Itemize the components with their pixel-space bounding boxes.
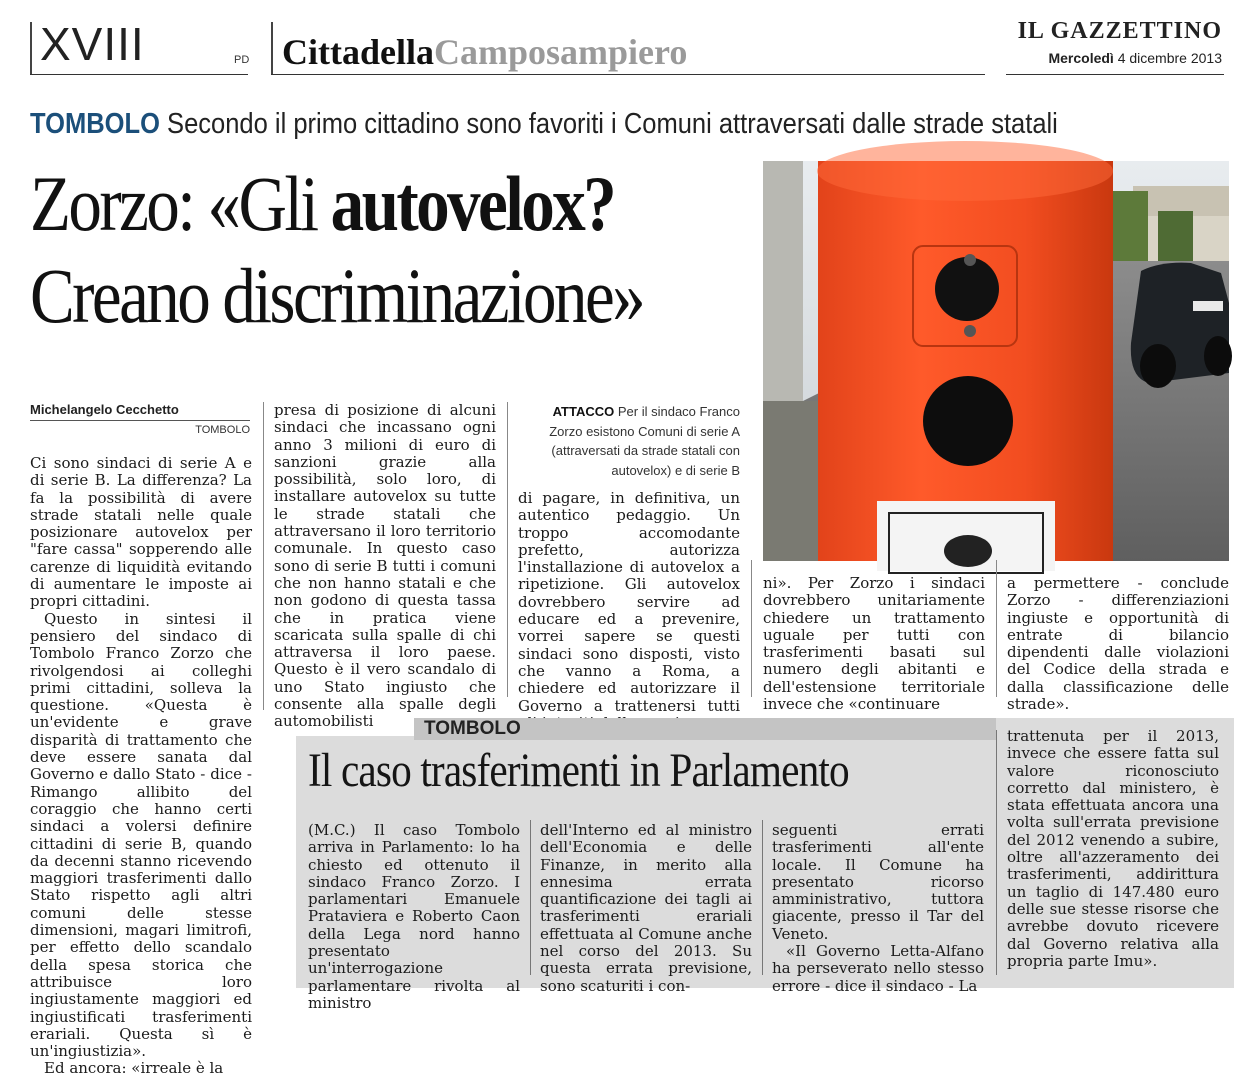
box-column-3 [772,821,984,995]
box-paragraph: «Il Governo Letta-Alfano ha perseverato nello stesso errore - dice il sindaco - La [772,942,984,995]
headline-emphasis: autovelox? [330,160,615,247]
kicker [30,106,1086,142]
issue-date-text: 4 dicembre 2013 [1117,50,1222,66]
newspaper-name: IL GAZZETTINO [1017,18,1222,44]
article-column-5 [1007,574,1229,714]
headline [30,158,658,342]
box-paragraph: seguenti errati trasferimenti all'ente locale. Il Comune ha presentato ricorso amministrativo, tuttora giacente, presso il Tar del Veneto. [772,821,984,943]
headline-line-2: Creano discriminazione» [30,252,644,339]
article-column-2 [274,401,496,731]
article-paragraph: a permettere - conclude Zorzo - differenziazioni ingiuste e opportunità di entrate di bilancio dipendenti dalle violazioni del Codice della strada e dalla classificazione delle strade». [1007,574,1229,714]
article-paragraph: presa di posizione di alcuni sindaci che incassano ogni anno 3 milioni di euro di sanzioni grazie alla possibilità, solo loro, di installare autovelox su tutte le strade statali che attraversano il loro territorio comunale. In questo caso sono di serie B tutti i comuni che non hanno statali e che non godono di questa tassa che in pratica viene scaricata sulla spalle di chi attraversa il loro paese. Questo è il vero scandalo di uno Stato ingiusto che consente alla spalle degli automobilisti [274,401,496,731]
dateline: TOMBOLO [195,424,250,436]
box-paragraph: (M.C.) Il caso Tombolo arriva in Parlamento: lo ha chiesto ed ottenuto il sindaco Franco Zorzo. I parlamentari Emanuele Prataviera e Roberto Caon della Lega nord hanno presentato un'interrogazione parlamentare rivolta al ministro [308,821,520,1012]
box-headline: Il caso trasferimenti in Parlamento [308,744,849,797]
masthead [0,0,1254,80]
page-number: XVIII [40,18,145,70]
article-paragraph: Ci sono sindaci di serie A e di serie B. La differenza? La fa la possibilità di avere strade statali nelle quale posizionare autovelox per "fare cassa" sopperendo alle carenze di liquidità evitando di aumentare le imposte ai propri cittadini. [30,454,252,611]
section-city-1: Cittadella [282,32,434,72]
issue-date [1006,50,1222,66]
caption-text: Per il sindaco Franco Zorzo esistono Comuni di serie A (attraversati da strade statali con autovelox) e di serie B [549,404,740,478]
box-paragraph: trattenuta per il 2013, invece che essere fatta sul valore riconosciuto corretto dal ministero, è stata effettuata ancora una volta sull'errata previsione del 2012 venendo a subire, oltre all'azzeramento dei trasferimenti, addirittura un taglio di 147.480 euro delle sue stesse risorse che avrebbe dovuto ricevere dal Governo relativa alla propria parte Imu». [1007,727,1219,970]
article-paragraph: Questo in sintesi il pensiero del sindaco di Tombolo Franco Zorzo che rivolgendosi ai colleghi primi cittadini, solleva la questione. «Questa è un'evidente e grave disparità di trattamento che deve essere sanata dal Governo e dallo Stato - dice - Rimango allibito del coraggio che hanno certi sindaci a volersi definire cittadini di serie B, quando da decenni stanno ricevendo maggiori trasferimenti dallo Stato rispetto agli altri comuni delle stesse dimensioni, magari limitrofi, per effetto dello scandalo della spesa storica che attribuisce loro ingiustamente maggiori ed ingiustificati trasferimenti erariali. Questa sì è un'ingiustizia». [30,609,252,1061]
caption-label: ATTACCO [552,404,615,419]
headline-line-1: Zorzo: «Gli autovelox? [30,160,615,247]
article-column-1 [30,454,252,1078]
autovelox-photo [763,161,1229,561]
box-paragraph: dell'Interno ed al ministro dell'Economia e delle Finanze, in merito alla ennesima errata quantificazione dei tagli ai trasferimenti erariali effettuata al Comune anche nel corso del 2013. Su questa errata previsione, sono scaturiti i con- [540,821,752,995]
section-title [282,30,687,74]
autovelox-illustration [763,161,1229,561]
box-column-4 [1007,728,1219,978]
box-column-2 [540,821,752,995]
section-city-2: Camposampiero [433,32,688,72]
box-column-1 [308,821,520,1012]
author: Michelangelo Cecchetto [30,402,179,417]
article-paragraph: Ed ancora: «irreale è la [44,1059,224,1078]
kicker-text: Secondo il primo cittadino sono favoriti i Comuni attraversati dalle strade statali [167,108,1058,140]
edition-code: PD [234,54,250,66]
article-column-4 [763,574,985,714]
article-column-3 [518,489,740,715]
kicker-place: TOMBOLO [30,108,160,140]
article-paragraph: ni». Per Zorzo i sindaci dovrebbero unitariamente chiedere un trattamento uguale per tutti con trasferimenti basati sul numero degli abitanti e dell'estensione territoriale invece che «continuare [763,574,985,714]
photo-caption [518,402,740,480]
issue-day: Mercoledì [1048,50,1114,66]
article-paragraph: di pagare, in definitiva, un autentico pedaggio. Un troppo accomodante prefetto, autorizza l'installazione di autovelox a ripetizione. Gli autovelox dovrebbero servire ad educare ed a prevenire, vorrei sapere se questi sindaci sono disposti, visto che vanno a Roma, a chiedere ed autorizzare il Governo a trattenersi tutti [518,489,740,715]
box-kicker: TOMBOLO [424,718,521,739]
